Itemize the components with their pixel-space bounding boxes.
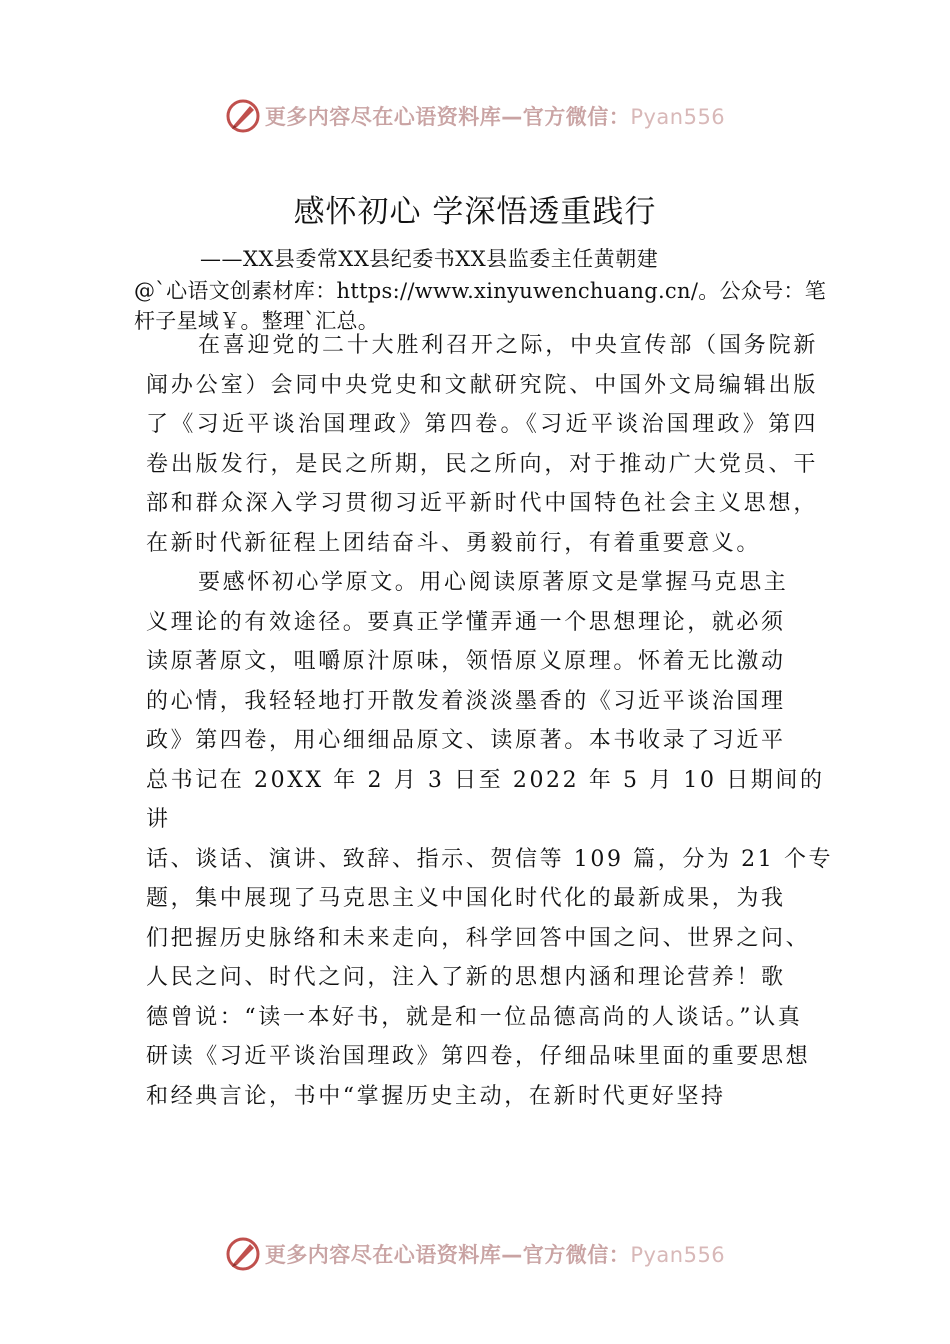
paragraph-line: 人民之问、时代之问，注入了新的思想内涵和理论营养！歌 xyxy=(146,965,786,990)
paragraph-line: 读原著原文，咀嚼原汁原味，领悟原义原理。怀着无比激动 xyxy=(146,649,786,674)
footer-banner xyxy=(0,1234,950,1274)
paragraph-line: 讲 xyxy=(146,807,171,832)
paragraph-line: 和经典言论，书中“掌握历史主动，在新时代更好坚持 xyxy=(146,1083,726,1109)
paragraph-3 xyxy=(146,840,834,1117)
body-text xyxy=(146,326,834,1116)
paragraph-line: 的心情，我轻轻地打开散发着淡淡墨香的《习近平谈治国理 xyxy=(146,688,786,714)
paragraph-line: 政》第四卷，用心细细品原文、读原著。本书收录了习近平 xyxy=(146,728,786,753)
paragraph-line: 总书记在 20XX 年 2 月 3 日至 2022 年 5 月 10 日期间的 xyxy=(146,767,825,793)
paragraph-line: 义理论的有效途径。要真正学懂弄通一个思想理论，就必须 xyxy=(146,609,786,635)
paragraph-line: 们把握历史脉络和未来走向，科学回答中国之问、世界之问、 xyxy=(146,925,811,951)
header-banner-text: 更多内容尽在心语资料库—官方微信：Pyan556 xyxy=(264,105,726,129)
source-note: @`心语文创素材库：https://www.xinyuwenchuang.cn/。公众号：笔杆子星域￥。整理`汇总。 xyxy=(134,279,826,333)
footer-wechat-id: Pyan556 xyxy=(630,1243,726,1267)
paragraph-line: 德曾说：“读一本好书，就是和一位品德高尚的人谈话。”认真 xyxy=(146,1004,803,1030)
paragraph-line: 研读《习近平谈治国理政》第四卷，仔细品味里面的重要思想 xyxy=(146,1044,811,1069)
document-title: 感怀初心 学深悟透重践行 xyxy=(293,194,657,230)
footer-banner-text: 更多内容尽在心语资料库—官方微信：Pyan556 xyxy=(264,1243,726,1267)
paragraph-line: 题，集中展现了马克思主义中国化时代化的最新成果，为我 xyxy=(146,886,786,911)
document-subtitle: ——XX县委常XX县纪委书XX县监委主任黄朝建 xyxy=(200,247,659,271)
pen-circle-icon xyxy=(225,1236,261,1272)
paragraph-line: 要感怀初心学原文。用心阅读原著原文是掌握马克思主 xyxy=(198,570,789,595)
paragraph-2 xyxy=(146,563,825,840)
paragraph-1: 在喜迎党的二十大胜利召开之际，中央宣传部（国务院新闻办公室）会同中央党史和文献研究院、中国外文局编辑出版了《习近平谈治国理政》第四卷。《习近平谈治国理政》第四卷出版发行，是民之所期，民之所向，对于推动广大党员、干部和群众深入学习贯彻习近平新时代中国特色社会主义思想，在新时代新征程上团结奋斗、勇毅前行，有着重要意义。 xyxy=(146,333,818,556)
paragraph-line: 话、谈话、演讲、致辞、指示、贺信等 109 篇，分为 21 个专 xyxy=(146,846,834,872)
pen-circle-icon xyxy=(225,98,261,134)
header-banner xyxy=(0,96,950,136)
header-wechat-id: Pyan556 xyxy=(630,105,726,129)
